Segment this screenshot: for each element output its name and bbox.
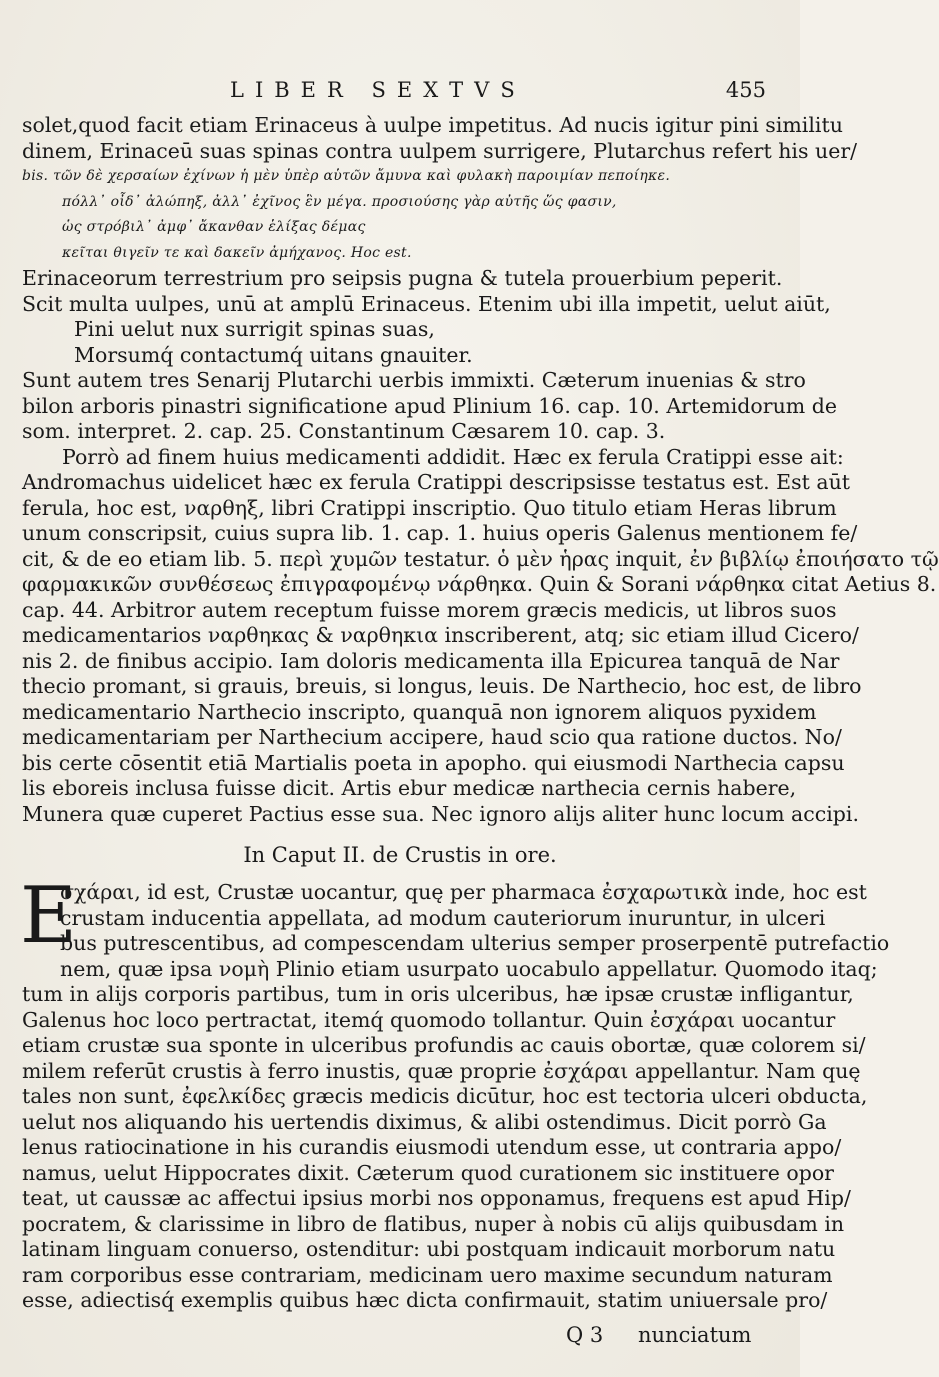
text-line: nis 2. de finibus accipio. Iam doloris medicamenta illa Epicurea tanquā de Nar [22,648,840,673]
section-heading: In Caput II. de Crustis in ore. [243,843,557,867]
signature-mark: Q 3 [566,1323,604,1347]
text-line: thecio promant, si grauis, breuis, si longus, leuis. De Narthecio, hoc est, de libro [22,674,862,698]
drop-capital: E [20,871,77,961]
text-line: tales non sunt, ἐφελκίδες græcis medicis dicūtur, hoc est tectoria ulceri obducta, [22,1084,868,1108]
text-line: medicamentario Narthecio inscripto, quanquā non ignorem aliquos pyxidem [22,699,817,724]
text-line: Andromachus uidelicet hæc ex ferula Cratippi descripsisse testatus est. Est aūt [22,470,851,494]
verse-line: Pini uelut nux surrigit spinas suas, [74,317,435,341]
page-number: 455 [725,78,766,102]
greek-quote-line: ὡς στρόβιλ᾽ ἀμφ᾽ ἄκανθαν ἑλίξας δέμας [62,219,366,235]
text-line: latinam linguam conuerso, ostenditur: ubi postquam indicauit morborum natu [22,1237,836,1261]
text-line: cit, & de eo etiam lib. 5. περὶ χυμῶν testatur. ὁ μὲν ἡρας inquit, ἐν βιβλίῳ ἐποιήσατο τῷ [22,546,939,571]
text-line: bis certe cōsentit etiā Martialis poeta in apopho. qui eiusmodi Narthecia capsu [22,750,845,775]
text-line: Sunt autem tres Senarij Plutarchi uerbis immixti. Cæterum inuenias & stro [22,368,806,392]
running-head: LIBER SEXTVS [230,78,526,102]
greek-quote-line: πόλλ᾽ οἶδ᾽ ἀλώπηξ, ἀλλ᾽ ἐχῖνος ἓν μέγα. προσιούσης γὰρ αὐτῆς ὥς φασιν, [62,193,617,210]
text-line: Munera quæ cuperet Pactius esse sua. Nec ignoro alijs aliter hunc locum accipi. [22,801,859,826]
text-line: φαρμακικῶν συνθέσεως ἐπιγραφομένῳ νάρθηκα. Quin & Sorani νάρθηκα citat Aetius 8. [22,572,937,596]
text-block-commentary [22,113,939,827]
text-line: crustam inducentia appellata, ad modum cauteriorum inuruntur, in ulceri [60,905,826,930]
text-line: bilon arboris pinastri significatione apud Plinium 16. cap. 10. Artemidorum de [22,393,837,418]
text-line: etiam crustæ sua sponte in ulceribus profundis ac cauis obortæ, quæ colorem si/ [22,1033,866,1057]
greek-quote-line: bis. τῶν δὲ χερσαίων ἐχίνων ἡ μὲν ὑπὲρ αὑτῶν ἄμυνα καὶ φυλακὴ παροιμίαν πεποίηκε. [22,168,671,184]
text-line: σχάραι, id est, Crustæ uocantur, quę per pharmaca ἐσχαρωτικὰ inde, hoc est [60,880,867,904]
text-line: lis eboreis inclusa fuisse dicit. Artis ebur medicæ narthecia cernis habere, [22,776,797,800]
page-header [0,78,800,104]
text-line: bus putrescentibus, ad compescendam ulterius semper proserpentē putrefactio [60,931,890,955]
text-block-crusts [22,982,868,1314]
text-block-crusts-intro [60,880,890,982]
text-line: unum conscripsit, cuius supra lib. 1. cap. 1. huius operis Galenus mentionem fe/ [22,521,858,545]
text-line: teat, ut caussæ ac affectui ipsius morbi nos opponamus, frequens est apud Hip/ [22,1186,851,1210]
text-line: esse, adiectisq́ exemplis quibus hæc dicta confirmauit, statim uniuersale pro/ [22,1288,828,1312]
text-line: som. interpret. 2. cap. 25. Constantinum Cæsarem 10. cap. 3. [22,419,666,443]
text-line: tum in alijs corporis partibus, tum in oris ulceribus, hæ ipsæ crustæ infligantur, [22,982,854,1006]
text-line: lenus ratiocinatione in his curandis eiusmodi utendum esse, ut contraria appo/ [22,1135,842,1159]
verse-line: Morsumq́ contactumq́ uitans gnauiter. [74,342,473,367]
text-line: Porrò ad finem huius medicamenti addidit. Hæc ex ferula Cratippi esse ait: [62,444,844,469]
catchword: nunciatum [638,1323,752,1347]
greek-quote-line: κεῖται θιγεῖν τε καὶ δακεῖν ἀμήχανος. Hoc est. [62,244,412,261]
text-line: uelut nos aliquando his uertendis diximus, & alibi ostendimus. Dicit porrò Ga [22,1109,827,1134]
text-line: Erinaceorum terrestrium pro seipsis pugna & tutela prouerbium peperit. [22,266,783,290]
text-line: dinem, Erinaceū suas spinas contra uulpem surrigere, Plutarchus refert his uer/ [22,138,858,163]
text-line: nem, quæ ipsa νομὴ Plinio etiam usurpato uocabulo appellatur. Quomodo itaq; [60,956,878,981]
text-line: pocratem, & clarissime in libro de flatibus, nuper à nobis cū alijs quibusdam in [22,1211,845,1236]
text-line: Galenus hoc loco pertractat, itemq́ quomodo tollantur. Quin ἐσχάραι uocantur [22,1007,836,1032]
text-line: milem referūt crustis à ferro inustis, quæ proprie ἐσχάραι appellantur. Nam quę [22,1058,861,1083]
text-line: medicamentariam per Narthecium accipere, haud scio qua ratione ductos. No/ [22,725,842,749]
text-line: namus, uelut Hippocrates dixit. Cæterum quod curationem sic instituere opor [22,1160,834,1185]
text-line: ferula, hoc est, ναρθηξ, libri Cratippi inscriptio. Quo titulo etiam Heras librum [22,495,837,520]
text-line: Scit multa uulpes, unū at amplū Erinaceus. Etenim ubi illa impetit, uelut aiūt, [22,291,831,316]
text-line: cap. 44. Arbitror autem receptum fuisse morem græcis medicis, ut libros suos [22,597,837,622]
text-line: solet,quod facit etiam Erinaceus à uulpe impetitus. Ad nucis igitur pini similitu [22,113,843,137]
text-line: medicamentarios ναρθηκας & ναρθηκια inscriberent, atq; sic etiam illud Cicero/ [22,623,859,647]
text-line: ram corporibus esse contrariam, medicinam uero maxime secundum naturam [22,1262,833,1287]
